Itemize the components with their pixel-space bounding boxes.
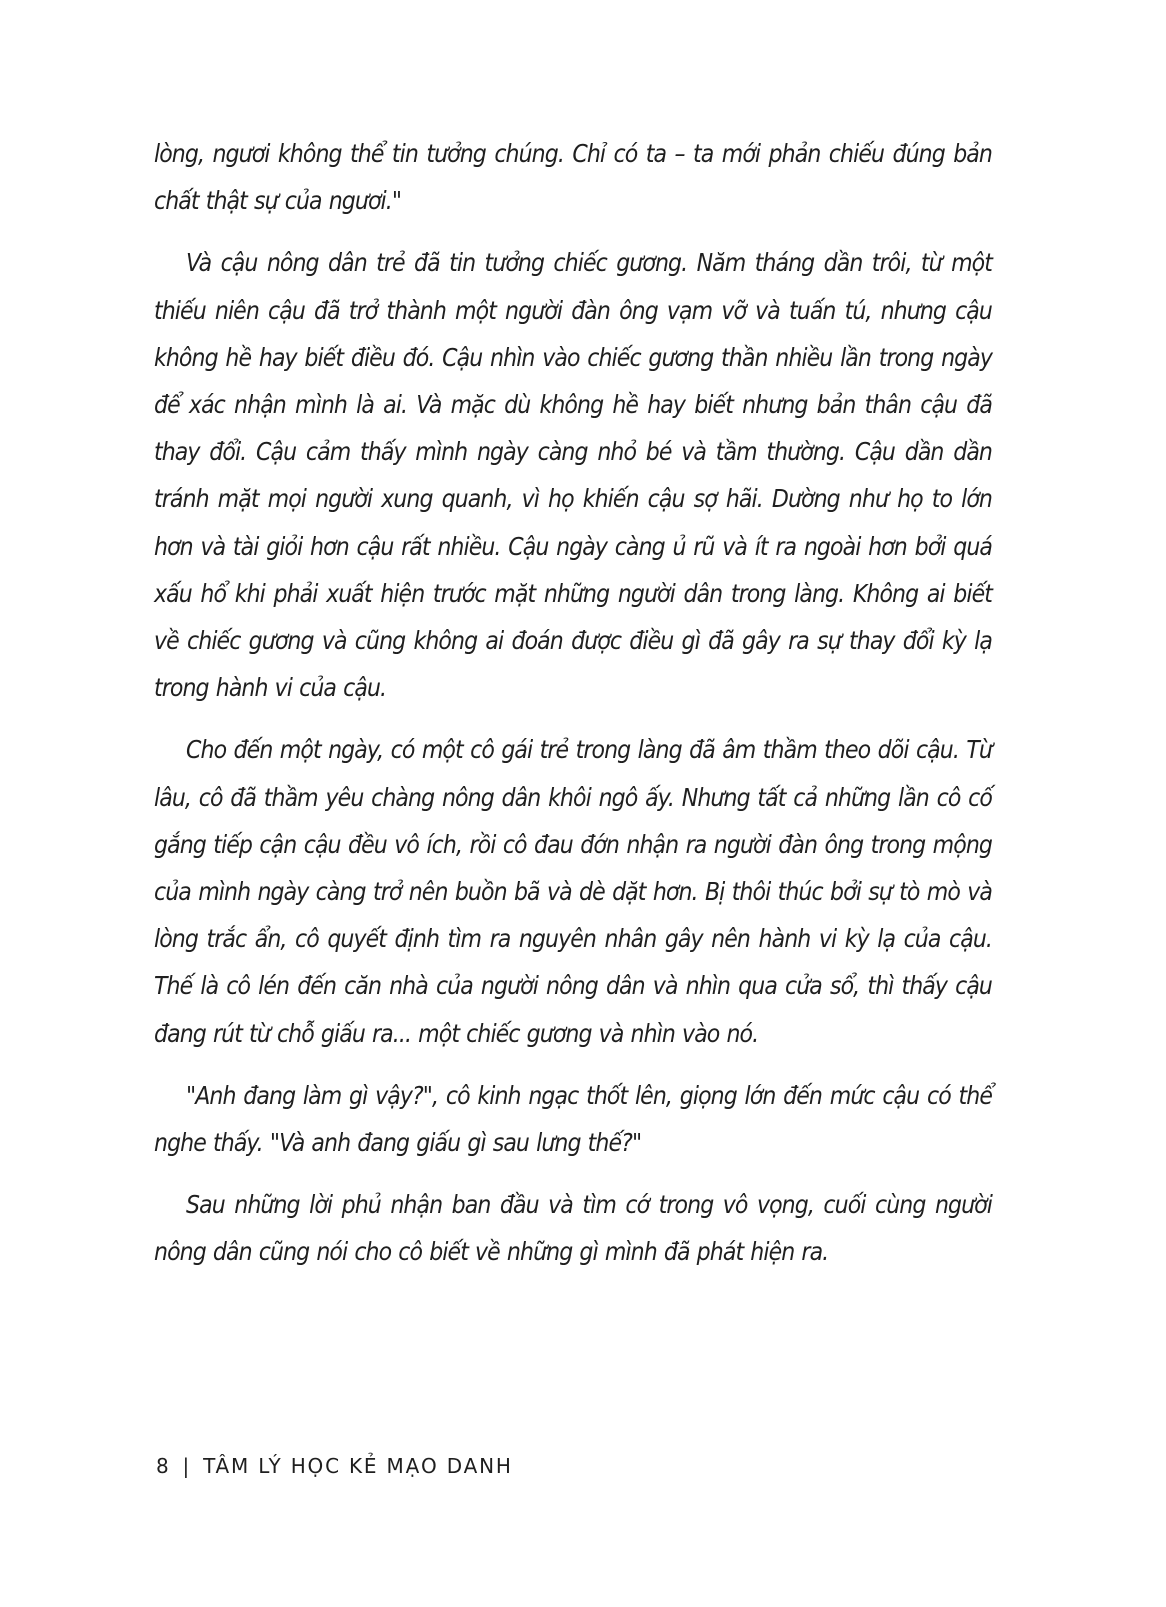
paragraph-gap bbox=[154, 224, 992, 239]
book-title: TÂM LÝ HỌC KẺ MẠO DANH bbox=[203, 1454, 513, 1478]
paragraph-continuation: lòng, ngươi không thể tin tưởng chúng. Chỉ có ta – ta mới phản chiếu đúng bản chất thật sự của ngươi." bbox=[154, 139, 992, 216]
paragraph: "Anh đang làm gì vậy?", cô kinh ngạc thốt lên, giọng lớn đến mức cậu có thể nghe thấy. "Và anh đang giấu gì sau lưng thế?" bbox=[154, 1080, 992, 1158]
footer-separator: | bbox=[182, 1454, 192, 1478]
paragraph: Cho đến một ngày, có một cô gái trẻ trong làng đã âm thầm theo dõi cậu. Từ lâu, cô đã thầm yêu chàng nông dân khôi ngô ấy. Nhưng tất cả những lần cô cố gắng tiếp cận cậu đều vô ích, rồi cô đau đớn nhận ra người đàn ông trong mộng của mình ngày càng trở nên buồn bã và dè dặt hơn. Bị thôi thúc bởi sự tò mò và lòng trắc ẩn, cô quyết định tìm ra nguyên nhân gây nên hành vi kỳ lạ của cậu. Thế là cô lén đến căn nhà của người nông dân và nhìn qua cửa sổ, thì thấy cậu đang rút từ chỗ giấu ra... một chiếc gương và nhìn vào nó. bbox=[154, 735, 992, 1048]
paragraph: Sau những lời phủ nhận ban đầu và tìm cớ trong vô vọng, cuối cùng người nông dân cũng nói cho cô biết về những gì mình đã phát hiện ra. bbox=[154, 1190, 992, 1267]
paragraph-gap bbox=[154, 1166, 992, 1181]
page-footer bbox=[156, 1454, 513, 1478]
paragraph: Và cậu nông dân trẻ đã tin tưởng chiếc gương. Năm tháng dần trôi, từ một thiếu niên cậu đã trở thành một người đàn ông vạm vỡ và tuấn tú, nhưng cậu không hề hay biết điều đó. Cậu nhìn vào chiếc gương thần nhiều lần trong ngày để xác nhận mình là ai. Và mặc dù không hề hay biết nhưng bản thân cậu đã thay đổi. Cậu cảm thấy mình ngày càng nhỏ bé và tầm thường. Cậu dần dần tránh mặt mọi người xung quanh, vì họ khiến cậu sợ hãi. Dường như họ to lớn hơn và tài giỏi hơn cậu rất nhiều. Cậu ngày càng ủ rũ và ít ra ngoài hơn bởi quá xấu hổ khi phải xuất hiện trước mặt những người dân trong làng. Không ai biết về chiếc gương và cũng không ai đoán được điều gì đã gây ra sự thay đổi kỳ lạ trong hành vi của cậu. bbox=[154, 248, 992, 703]
paragraph-gap bbox=[154, 1057, 992, 1072]
page-number: 8 bbox=[156, 1454, 171, 1478]
page-body bbox=[154, 130, 992, 1276]
paragraph-gap bbox=[154, 711, 992, 726]
